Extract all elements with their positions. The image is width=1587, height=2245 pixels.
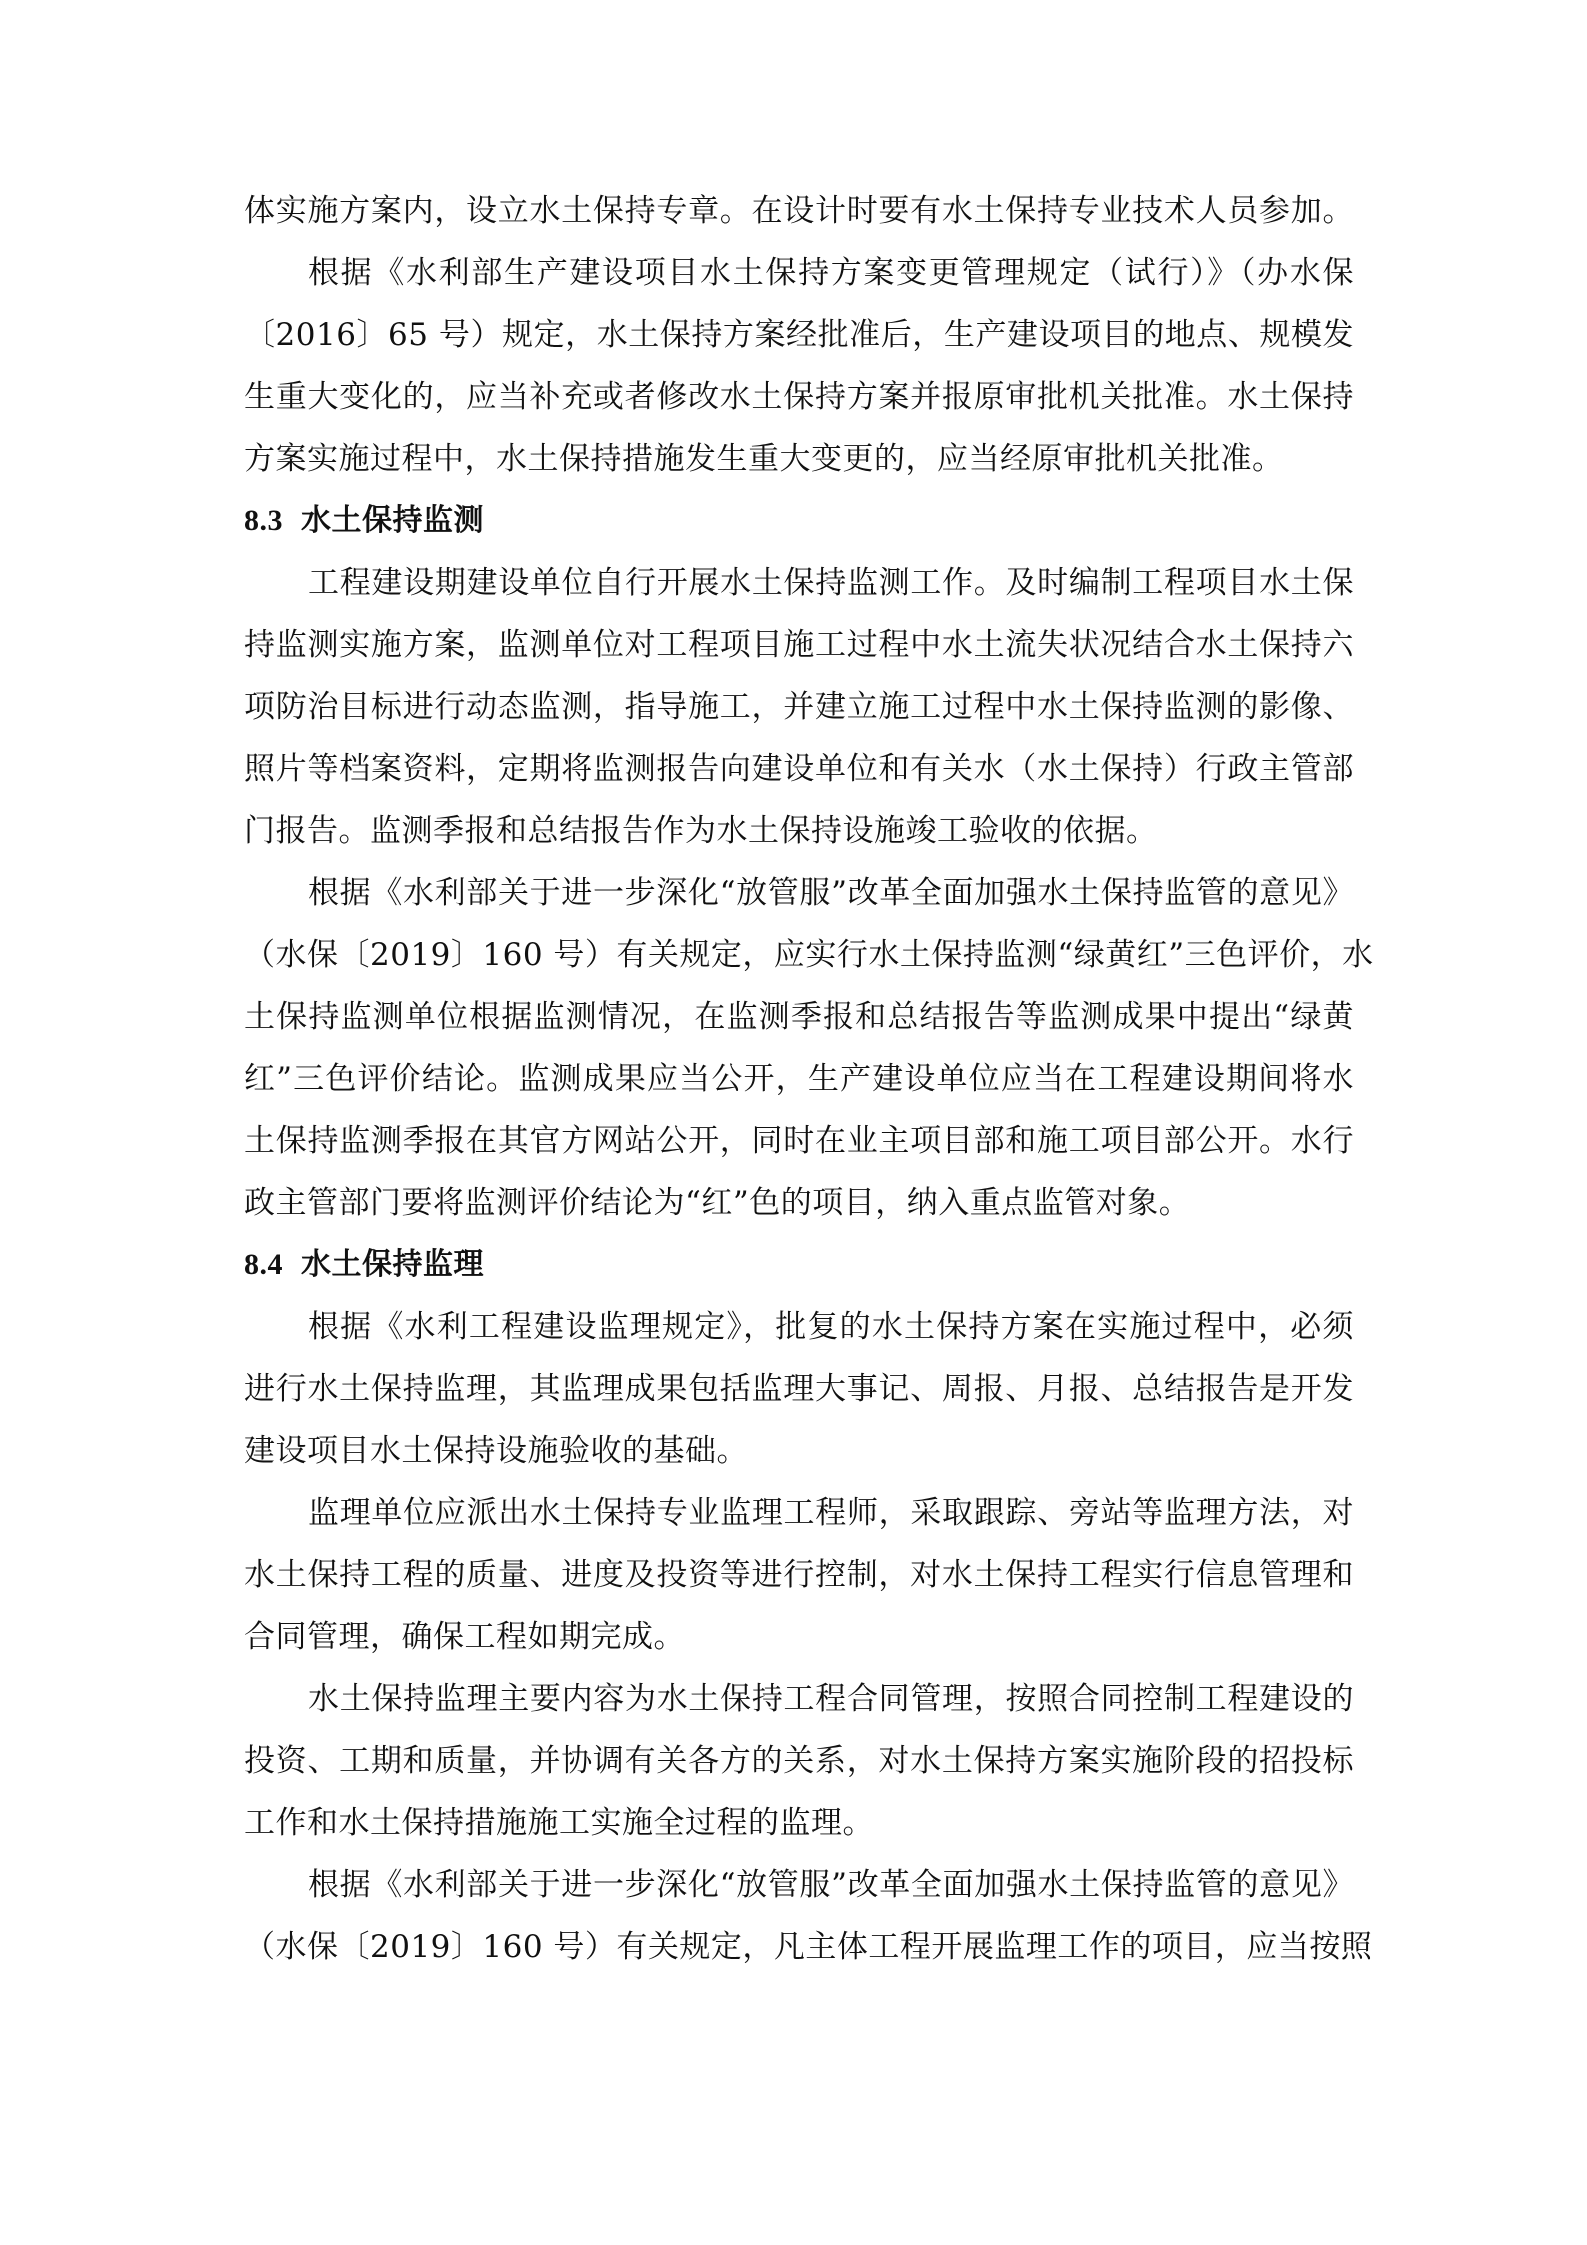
body-line: 进行水土保持监理，其监理成果包括监理大事记、周报、月报、总结报告是开发 [244,1371,1354,1407]
body-line: （水保〔2019〕160 号）有关规定，应实行水土保持监测“绿黄红”三色评价，水 [244,937,1374,973]
section-number: 8.3 [244,504,283,537]
body-line: 水土保持监理主要内容为水土保持工程合同管理，按照合同控制工程建设的 [308,1681,1354,1717]
body-line: 合同管理，确保工程如期完成。 [244,1619,685,1655]
body-line: 根据《水利部生产建设项目水土保持方案变更管理规定（试行）》（办水保 [308,255,1354,291]
body-line: 工程建设期建设单位自行开展水土保持监测工作。及时编制工程项目水土保 [308,565,1354,601]
body-line: （水保〔2019〕160 号）有关规定，凡主体工程开展监理工作的项目，应当按照 [244,1929,1373,1965]
section-title: 水土保持监测 [301,503,484,538]
body-line: 门报告。监测季报和总结报告作为水土保持设施竣工验收的依据。 [244,813,1158,849]
section-title: 水土保持监理 [301,1247,484,1282]
body-line: 监理单位应派出水土保持专业监理工程师，采取跟踪、旁站等监理方法，对 [308,1495,1354,1531]
body-line: 建设项目水土保持设施验收的基础。 [244,1433,748,1469]
body-line: 投资、工期和质量，并协调有关各方的关系，对水土保持方案实施阶段的招投标 [244,1743,1354,1779]
body-line: 根据《水利部关于进一步深化“放管服”改革全面加强水土保持监管的意见》 [308,1867,1354,1903]
body-line: 根据《水利部关于进一步深化“放管服”改革全面加强水土保持监管的意见》 [308,875,1354,911]
body-line: 水土保持工程的质量、进度及投资等进行控制，对水土保持工程实行信息管理和 [244,1557,1354,1593]
body-line: 体实施方案内，设立水土保持专章。在设计时要有水土保持专业技术人员参加。 [244,193,1354,229]
body-line: 根据《水利工程建设监理规定》，批复的水土保持方案在实施过程中，必须 [308,1309,1354,1345]
body-line: 红”三色评价结论。监测成果应当公开，生产建设单位应当在工程建设期间将水 [244,1061,1354,1097]
section-heading-8-3 [244,490,1354,552]
body-line: 项防治目标进行动态监测，指导施工，并建立施工过程中水土保持监测的影像、 [244,689,1354,725]
section-number: 8.4 [244,1248,283,1281]
body-line: 持监测实施方案，监测单位对工程项目施工过程中水土流失状况结合水土保持六 [244,627,1354,663]
body-line: 照片等档案资料，定期将监测报告向建设单位和有关水（水土保持）行政主管部 [244,751,1354,787]
body-line: 土保持监测季报在其官方网站公开，同时在业主项目部和施工项目部公开。水行 [244,1123,1354,1159]
document-page [244,180,1374,1978]
body-line: 土保持监测单位根据监测情况，在监测季报和总结报告等监测成果中提出“绿黄 [244,999,1354,1035]
body-line: 工作和水土保持措施施工实施全过程的监理。 [244,1805,874,1841]
body-line: 政主管部门要将监测评价结论为“红”色的项目，纳入重点监管对象。 [244,1185,1191,1221]
body-line: 〔2016〕65 号）规定，水土保持方案经批准后，生产建设项目的地点、规模发 [244,317,1354,353]
body-line: 方案实施过程中，水土保持措施发生重大变更的，应当经原审批机关批准。 [244,441,1284,477]
body-line: 生重大变化的，应当补充或者修改水土保持方案并报原审批机关批准。水土保持 [244,379,1354,415]
section-heading-8-4 [244,1234,1354,1296]
